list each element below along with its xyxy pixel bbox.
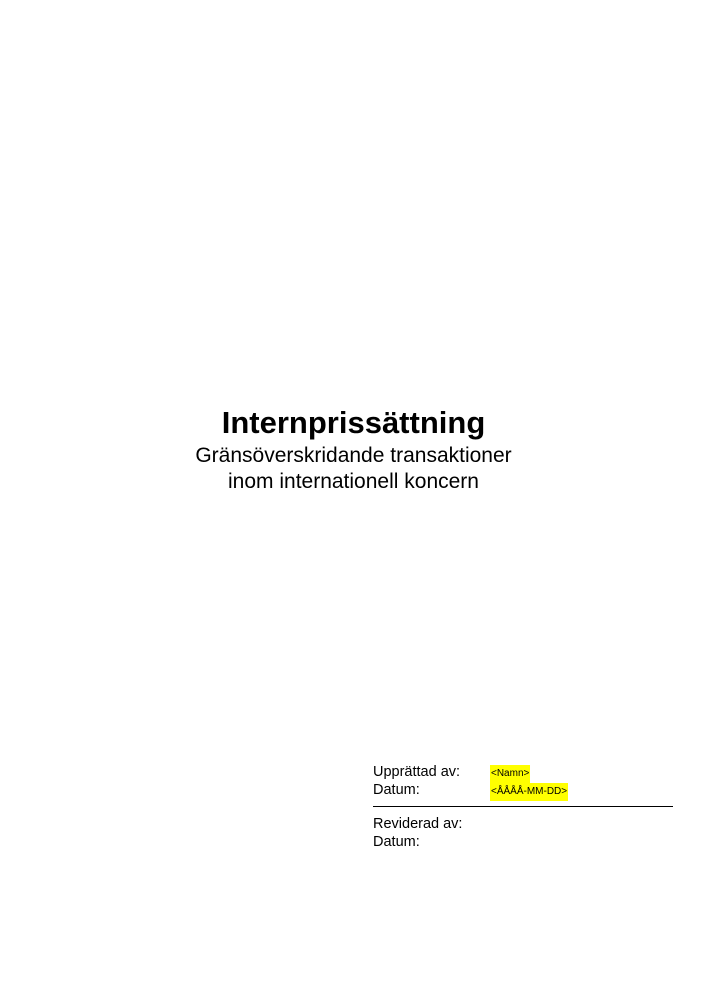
meta-row-created-by xyxy=(373,763,673,781)
created-by-value: <Namn> xyxy=(490,765,530,783)
created-date-label: Datum: xyxy=(373,782,420,798)
page-subtitle-line-1: Gränsöverskridande transaktioner xyxy=(195,444,512,467)
created-by-label: Upprättad av: xyxy=(373,764,461,780)
revised-by-label: Reviderad av: xyxy=(373,816,463,832)
page-subtitle-line-2: inom internationell koncern xyxy=(228,470,479,493)
meta-row-revised-by xyxy=(373,815,673,833)
revised-date-label: Datum: xyxy=(373,834,420,850)
created-date-value: <ÅÅÅÅ-MM-DD> xyxy=(490,783,568,801)
meta-divider xyxy=(373,806,673,807)
meta-row-revised-date xyxy=(373,833,673,851)
title-block xyxy=(0,405,707,495)
document-meta-block xyxy=(373,763,673,851)
meta-row-created-date xyxy=(373,781,673,799)
page-title: Internprissättning xyxy=(221,405,486,440)
